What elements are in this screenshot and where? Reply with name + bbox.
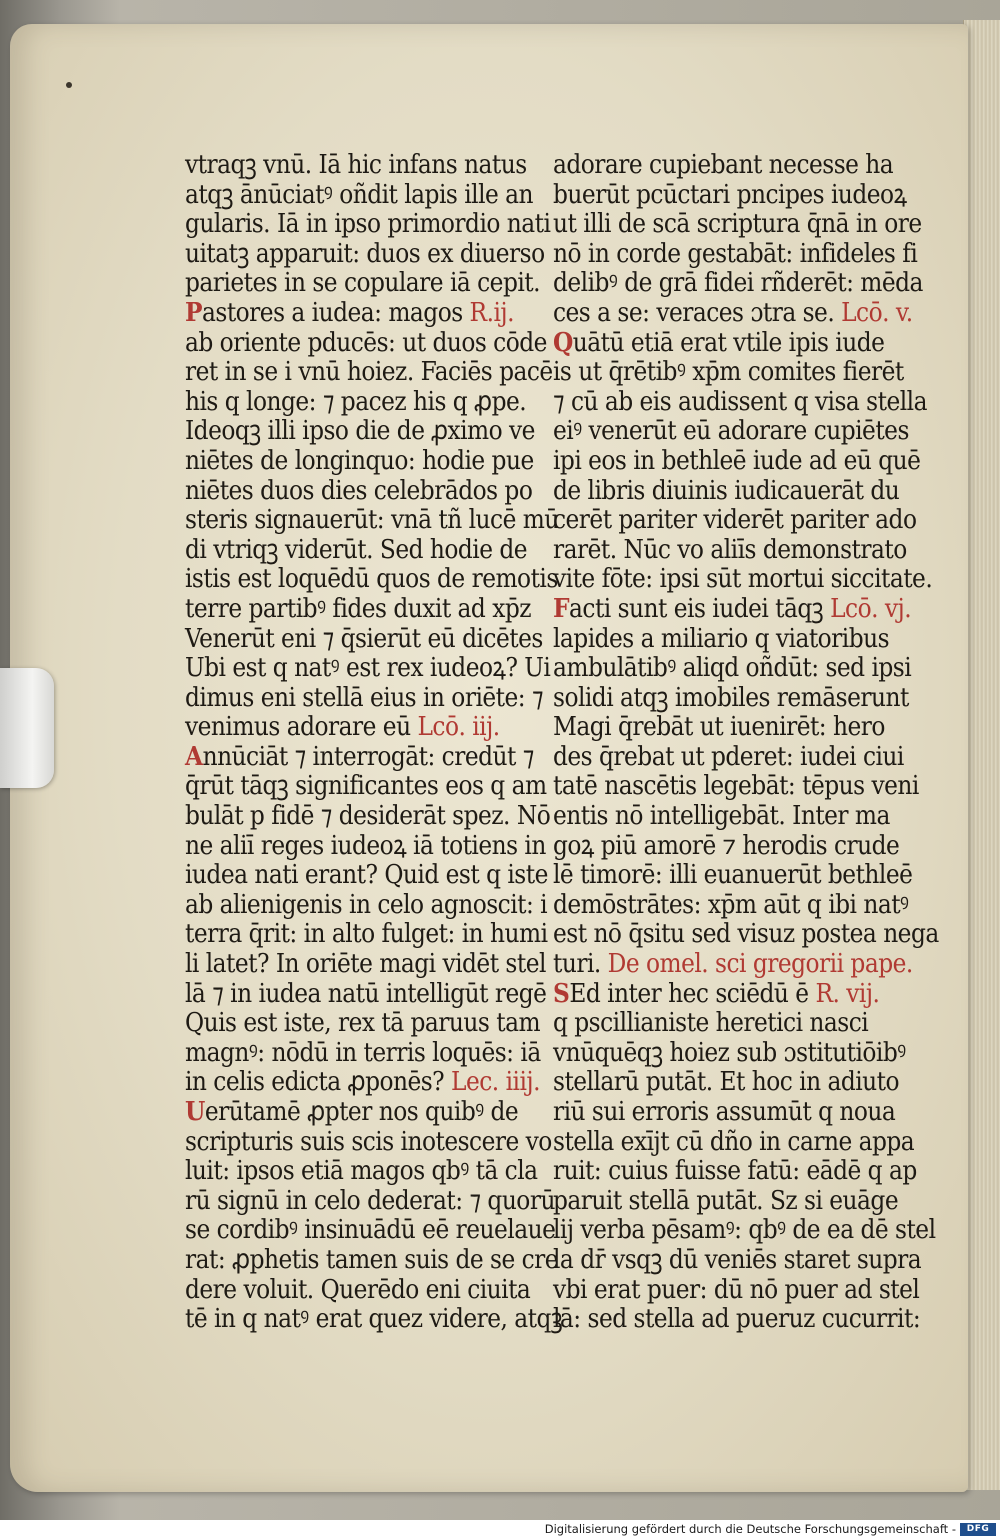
line-text: gularis. Iā in ipso primordio nati: [185, 208, 551, 240]
text-line: [553, 326, 885, 358]
line-text: nnūciāt ⁊ interrogāt: credūt ⁊: [202, 740, 534, 772]
text-line: [553, 1273, 920, 1305]
text-line: [553, 444, 921, 476]
text-line: [185, 1273, 531, 1305]
text-line: [553, 1155, 917, 1187]
line-text: iudea nati erant? Quid est q iste: [185, 859, 548, 891]
line-text: ces a se: veraces ɔtra se.: [553, 296, 835, 328]
line-text: adorare cupiebant necesse ha: [553, 149, 894, 180]
line-text: ret in se i vnū hoiez. Faciēs pacē: [185, 356, 553, 388]
text-line: [553, 178, 907, 210]
text-line: [553, 1125, 915, 1157]
line-text: goꝝ piū amorē ⁊ herodis crude: [553, 829, 900, 861]
text-line: [553, 1036, 906, 1068]
ink-spot: [66, 82, 72, 88]
line-text: venimus adorare eū: [185, 711, 411, 743]
text-line: [185, 474, 533, 506]
text-line: [185, 592, 532, 624]
line-text: scripturis suis scis inotescere vo: [185, 1125, 552, 1157]
line-text: q̄rūt tāqꝫ significantes eos q am: [185, 770, 547, 802]
text-line: [553, 652, 912, 684]
line-text: cerēt pariter viderēt pariter ado: [553, 504, 917, 536]
text-line: [553, 1096, 896, 1127]
line-text: vite fōte: ipsi sūt mortui siccitate.: [553, 563, 933, 595]
text-line: [185, 1007, 541, 1039]
text-line: [185, 712, 498, 742]
text-line: [185, 1125, 552, 1157]
line-text: uitatꝫ apparuit: duos ex diuerso: [185, 237, 545, 269]
right-text-column: [553, 149, 939, 1335]
line-text: luit: ipsos etiā magos qbꝰ tā cla: [185, 1155, 538, 1187]
text-line: [553, 504, 917, 536]
line-text: vbi erat puer: dū nō puer ad stel: [553, 1273, 920, 1305]
line-text: magnꝰ: nōdū in terris loquēs: iā: [185, 1036, 541, 1068]
line-text: terra q̄rit: in alto fulget: in humi: [185, 918, 548, 950]
text-line: [185, 415, 535, 447]
line-text: solidi atqꝫ imobiles remāserunt: [553, 681, 909, 713]
text-line: [553, 977, 880, 1009]
line-text: est nō q̄situ sed visuz postea nega: [553, 918, 939, 950]
line-text: is ut q̄rētibꝰ xp̄m comites fierēt: [553, 356, 904, 388]
text-line: [185, 208, 551, 240]
line-text: lā: sed stella ad pueruz cucurrit:: [553, 1303, 921, 1335]
text-line: [553, 859, 913, 891]
text-line: [185, 326, 547, 358]
line-text: des q̄rebat ut pderet: iudei ciui: [553, 740, 904, 772]
line-text: ambulātibꝰ aliqd oñdūt: sed ipsi: [553, 652, 912, 684]
text-line: [553, 829, 900, 861]
line-text: terre partibꝰ fides duxit ad xp̄z: [185, 592, 532, 624]
line-text: se cordibꝰ insinuādū eē reuelaue: [185, 1214, 556, 1246]
line-text: vnūquēqꝫ hoiez sub ɔstitutiōibꝰ: [553, 1036, 906, 1068]
text-line: [553, 563, 933, 595]
line-text: di vtriqꝫ viderūt. Sed hodie de: [185, 533, 528, 565]
text-line: [185, 563, 558, 595]
text-line: [185, 948, 546, 980]
line-text: ipi eos in bethleē iude ad eū quē: [553, 444, 921, 476]
dfg-logo-icon: DFG: [960, 1523, 996, 1536]
line-text: vtraqꝫ vnū. Iā hic infans natus: [185, 149, 527, 180]
line-text: dimus eni stellā eius in oriēte: ⁊: [185, 681, 544, 713]
line-text: delibꝰ de grā fidei rñderēt: mēda: [553, 267, 923, 299]
line-text: lā ⁊ in iudea natū intelligūt regē: [185, 977, 547, 1009]
line-text: his q longe: ⁊ pacez his q ꝓpe.: [185, 385, 527, 417]
text-line: [185, 385, 527, 417]
text-line: [553, 770, 919, 802]
text-line: [185, 1096, 519, 1127]
text-line: [553, 918, 939, 950]
text-line: [185, 977, 547, 1009]
line-text: acti sunt eis iudei tāqꝫ: [569, 592, 824, 624]
line-text: erūtamē ꝓpter nos quibꝰ de: [204, 1096, 519, 1127]
line-text: paruit stellā putāt. Sz si euāge: [553, 1184, 899, 1216]
text-line: [185, 267, 541, 299]
text-line: [553, 415, 909, 447]
line-text: q pscillianiste heretici nasci: [553, 1007, 869, 1039]
red-initial: Q: [553, 326, 573, 358]
funding-notice: Digitalisierung gefördert durch die Deutsche Forschungsgemeinschaft -: [544, 1522, 956, 1536]
text-line: [553, 1066, 900, 1098]
line-text: istis est loquēdū quos de remotis: [185, 563, 558, 595]
line-text: tatē nascētis legebāt: tēpus veni: [553, 770, 919, 802]
line-text: parietes in se copulare iā cepit.: [185, 267, 541, 299]
line-text: niētes de longinquo: hodie pue: [185, 444, 534, 476]
red-initial: A: [185, 740, 203, 772]
line-text: li latet? In oriēte magi vidēt stel: [185, 948, 546, 980]
text-line: [185, 1036, 541, 1068]
red-initial: F: [553, 592, 570, 624]
text-line: [553, 1007, 869, 1039]
text-line: [185, 356, 553, 388]
text-line: [185, 652, 551, 684]
text-line: [185, 859, 548, 891]
text-line: [553, 1184, 899, 1216]
line-text: de libris diuinis iudicauerāt du: [553, 474, 900, 506]
line-text: tē in q natꝰ erat quez videre, atqꝫ: [185, 1303, 563, 1335]
line-text: entis nō intelligebāt. Inter ma: [553, 800, 890, 832]
rubric-marker: Lcō. iij.: [410, 711, 500, 743]
line-text: rarēt. Nūc vo aliīs demonstrato: [553, 533, 907, 565]
text-line: [553, 592, 912, 624]
text-line: [185, 770, 547, 802]
line-text: uātū etiā erat vtile ipis iude: [572, 326, 885, 358]
text-line: [185, 622, 543, 654]
line-text: lapides a miliario q viatoribus: [553, 622, 890, 654]
text-line: [553, 474, 900, 506]
line-text: Ideoqꝫ illi ipso die de ꝓximo ve: [185, 415, 535, 447]
line-text: Magi q̄rebāt ut iuenirēt: hero: [553, 711, 885, 743]
text-line: [553, 149, 894, 180]
text-line: [553, 237, 918, 269]
line-text: la dr̄ vsqꝫ dū veniēs staret supra: [553, 1243, 922, 1275]
line-text: riū sui erroris assumūt q noua: [553, 1096, 896, 1127]
line-text: Venerūt eni ⁊ q̄sierūt eū dicētes: [185, 622, 543, 654]
line-text: buerūt pcūctari pncipes iudeoꝝ: [553, 178, 907, 210]
text-line: [553, 385, 927, 417]
line-text: ab oriente pducēs: ut duos cōde: [185, 326, 547, 358]
line-text: in celis edicta ꝓponēs?: [185, 1066, 445, 1098]
line-text: lij verba pēsamꝰ: qbꝰ de ea dē stel: [553, 1214, 936, 1246]
text-line: [553, 1214, 936, 1246]
line-text: demōstrātes: xp̄m aūt q ibi natꝰ: [553, 888, 909, 920]
rubric-marker: R. vij.: [808, 977, 880, 1009]
line-text: niētes duos dies celebrādos po: [185, 474, 533, 506]
text-line: [185, 1214, 556, 1246]
text-line: [185, 888, 548, 920]
line-text: ne aliī reges iudeoꝝ iā totiens in: [185, 829, 546, 861]
text-line: [553, 533, 907, 565]
rubric-marker: R.ij.: [462, 296, 514, 328]
text-line: [185, 1066, 540, 1098]
line-text: lē timorē: illi euanuerūt bethleē: [553, 859, 913, 891]
line-text: stellarū putāt. Et hoc in adiuto: [553, 1066, 900, 1098]
line-text: ut illi de scā scriptura q̄nā in ore: [553, 208, 922, 240]
text-line: [553, 948, 913, 980]
text-line: [185, 1243, 559, 1275]
rubric-marker: Lcō. vj.: [823, 592, 912, 624]
text-line: [185, 237, 545, 269]
text-line: [185, 740, 534, 772]
rubric-heading: De omel. sci gregorii pape.: [600, 948, 913, 980]
line-text: ruit: cuius fuisse fatū: eādē q ap: [553, 1155, 917, 1187]
text-line: [185, 504, 559, 536]
text-line: [553, 356, 904, 388]
red-initial: U: [185, 1096, 205, 1127]
line-text: nō in corde gestabāt: infideles fi: [553, 237, 918, 269]
page-edges: [963, 20, 1000, 1490]
line-text: ⁊ cū ab eis audissent q visa stella: [553, 385, 927, 417]
text-line: [553, 1303, 921, 1335]
text-line: [185, 1155, 538, 1187]
text-line: [553, 622, 890, 654]
line-text: steris signauerūt: vnā tñ lucē mū: [185, 504, 559, 536]
line-text: Ubi est q natꝰ est rex iudeoꝝ? Ui: [185, 652, 551, 684]
line-text: ab alienigenis in celo agnoscit: i: [185, 888, 548, 920]
text-line: [185, 918, 548, 950]
text-line: [185, 444, 534, 476]
text-line: [185, 681, 544, 713]
text-line: [553, 1243, 922, 1275]
rubric-marker: Lec. iiij.: [444, 1066, 540, 1098]
page-clip: [0, 668, 54, 788]
line-text: dere voluit. Querēdo eni ciuita: [185, 1273, 531, 1305]
text-line: [553, 681, 909, 713]
text-line: [185, 829, 546, 861]
line-text: Ed inter hec sciēdū ē: [569, 977, 809, 1009]
digitization-footer: [0, 1520, 1000, 1538]
line-text: rat: ꝓphetis tamen suis de se cre: [185, 1243, 559, 1275]
left-text-column: [185, 149, 563, 1335]
line-text: astores a iudea: magos: [202, 296, 463, 328]
line-text: stella exījt cū dño in carne appa: [553, 1125, 915, 1157]
text-line: [185, 296, 514, 328]
line-text: bulāt p fidē ⁊ desiderāt spez. Nō: [185, 800, 551, 832]
text-line: [553, 888, 909, 920]
red-initial: S: [553, 977, 570, 1009]
text-line: [185, 800, 551, 832]
text-line: [553, 296, 913, 328]
line-text: eiꝰ venerūt eū adorare cupiētes: [553, 415, 909, 447]
text-line: [553, 208, 922, 240]
text-line: [185, 149, 527, 180]
rubric-marker: Lcō. v.: [834, 296, 913, 328]
line-text: atqꝫ ānūciatꝰ oñdit lapis ille an: [185, 178, 534, 210]
line-text: rū signū in celo dederat: ⁊ quorū: [185, 1184, 555, 1216]
red-initial: P: [185, 296, 203, 328]
text-line: [185, 1184, 555, 1216]
text-line: [553, 711, 885, 743]
text-line: [185, 178, 534, 210]
text-line: [185, 1303, 563, 1335]
line-text: turi.: [553, 948, 601, 980]
text-line: [553, 800, 890, 832]
text-line: [553, 740, 904, 772]
line-text: Quis est iste, rex tā paruus tam: [185, 1007, 541, 1039]
text-line: [553, 267, 923, 299]
text-line: [185, 533, 528, 565]
